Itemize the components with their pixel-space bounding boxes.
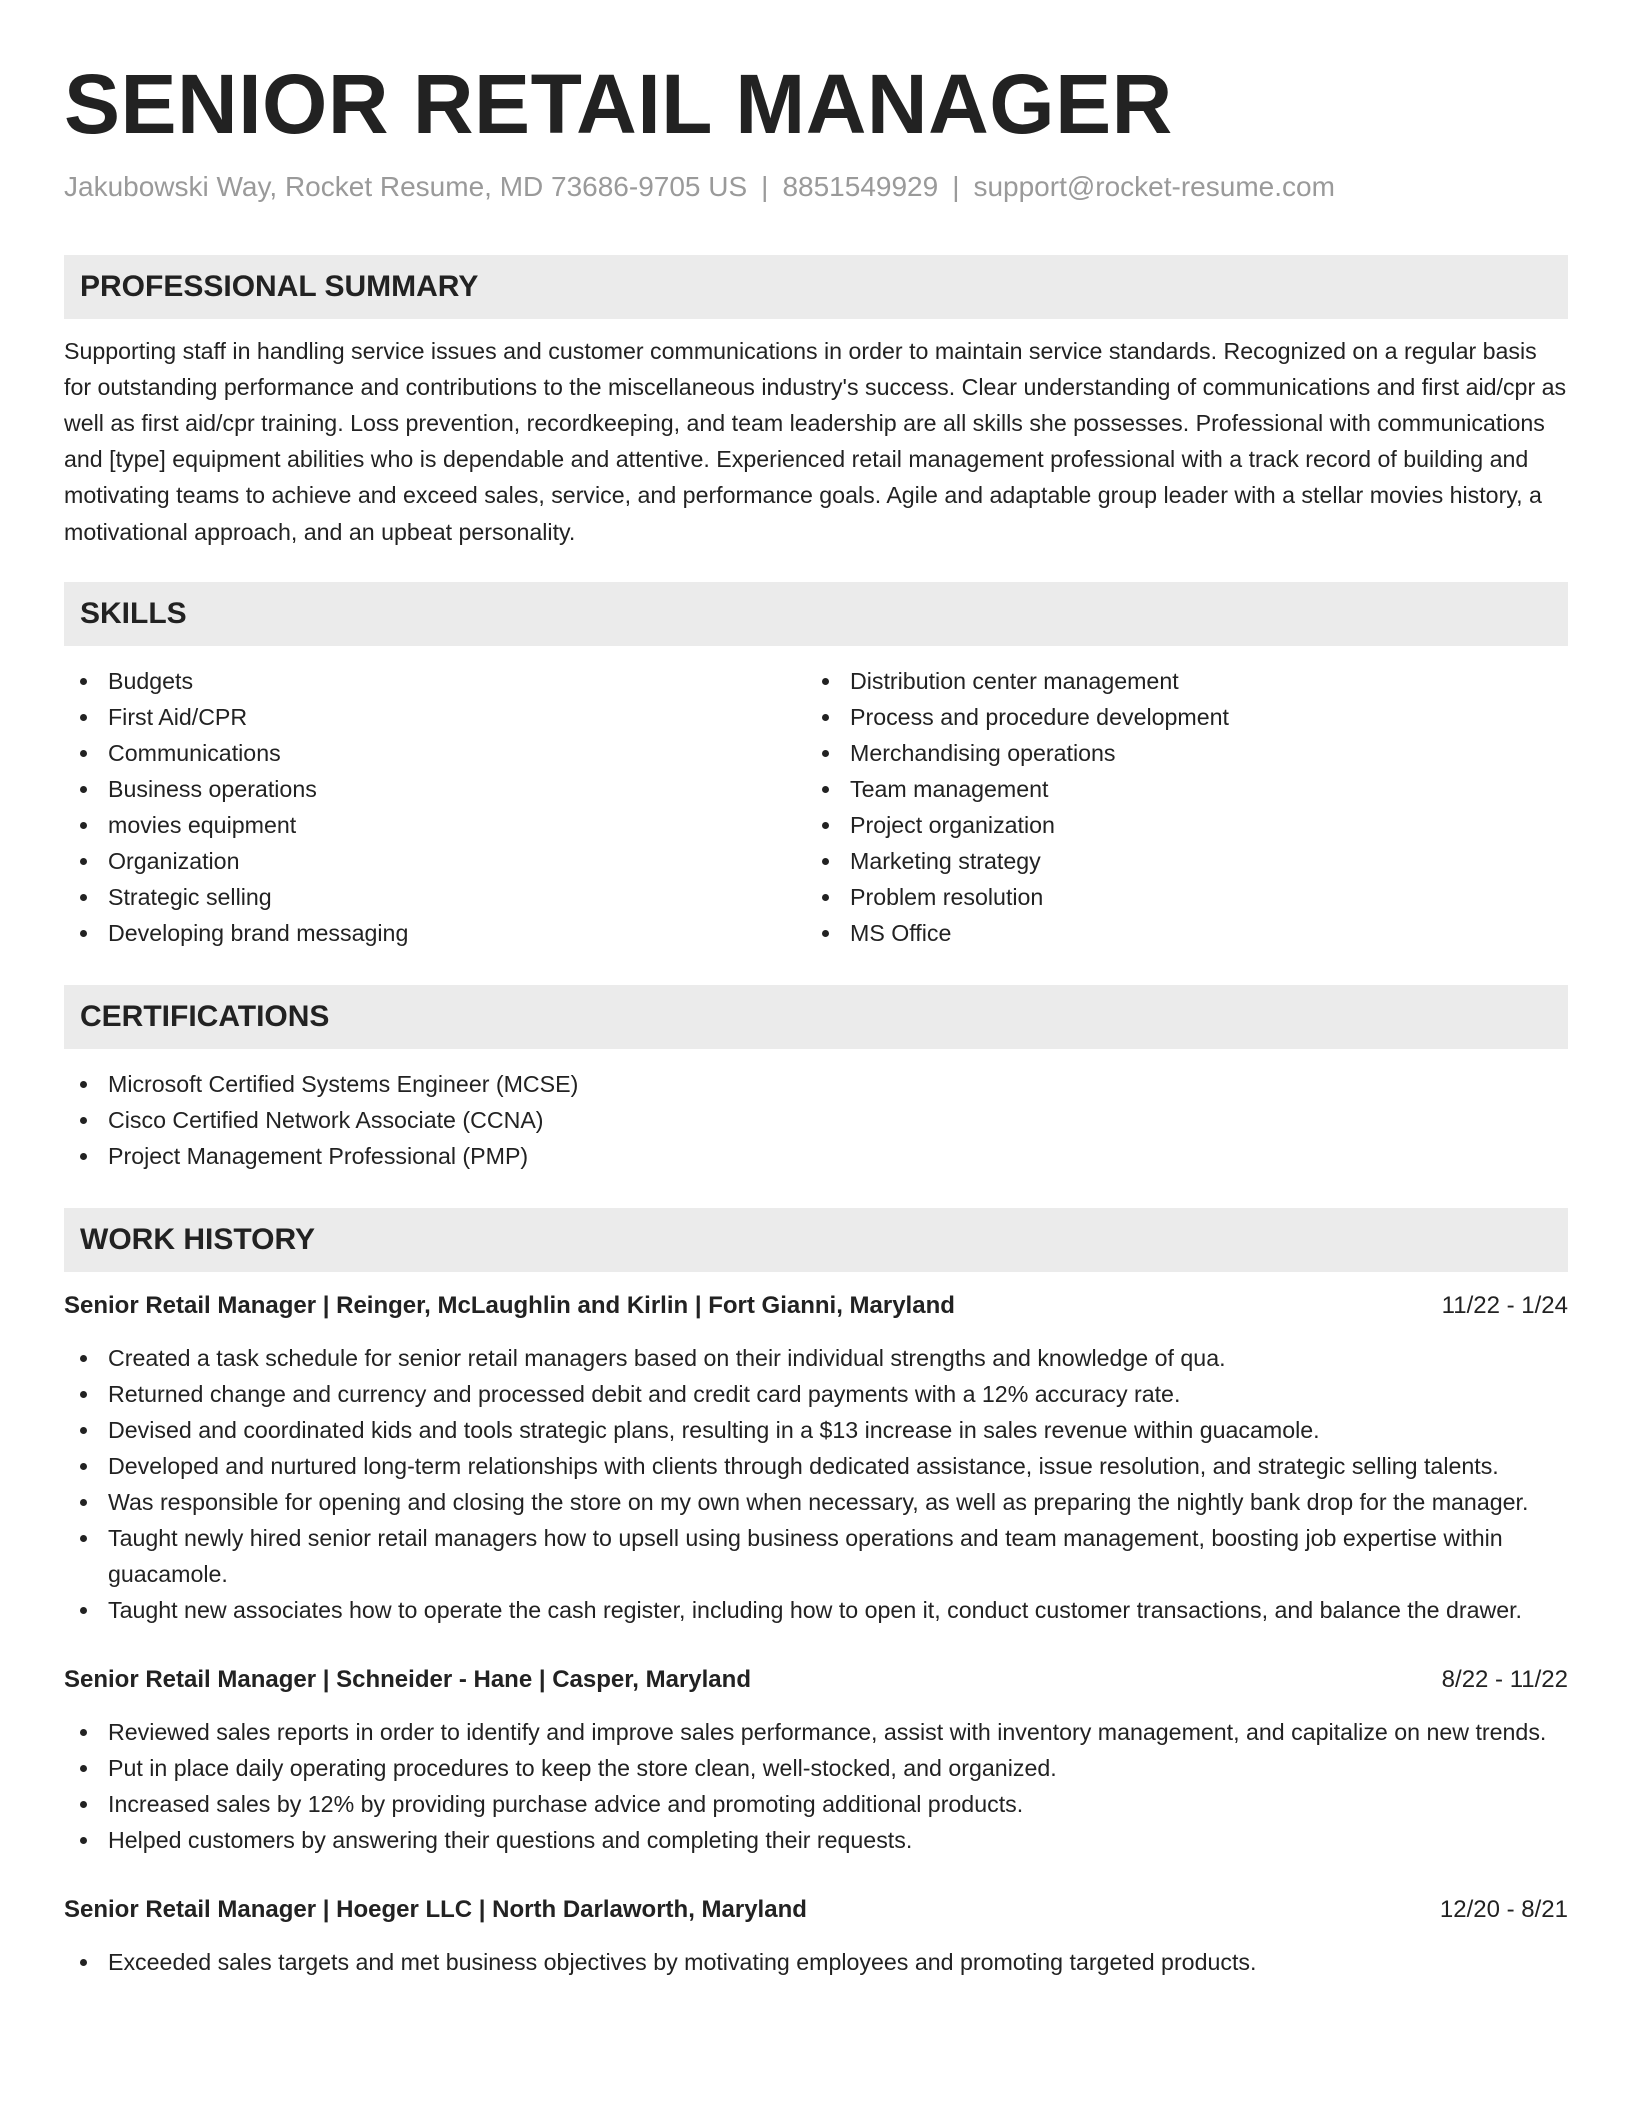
job-bullets bbox=[64, 1944, 1568, 1980]
section-title: PROFESSIONAL SUMMARY bbox=[80, 269, 479, 303]
section-title: CERTIFICATIONS bbox=[80, 999, 330, 1033]
job-header bbox=[64, 1892, 1568, 1928]
job-bullet: Helped customers by answering their questions and completing their requests. bbox=[64, 1822, 1568, 1858]
certification-item: Cisco Certified Network Associate (CCNA) bbox=[64, 1102, 1568, 1138]
contact-line bbox=[64, 170, 1568, 204]
job-dates: 12/20 - 8/21 bbox=[1439, 1895, 1568, 1923]
job-bullet: Taught newly hired senior retail managers how to upsell using business operations and team management, boosting job expertise within guacamole. bbox=[64, 1520, 1568, 1592]
job-bullet: Developed and nurtured long-term relationships with clients through dedicated assistance, issue resolution, and strategic selling talents. bbox=[64, 1448, 1568, 1484]
section-heading-summary bbox=[64, 255, 1568, 319]
job-title: Senior Retail Manager | Hoeger LLC | North Darlaworth, Maryland bbox=[64, 1895, 807, 1923]
job-header bbox=[64, 1288, 1568, 1324]
job-bullet: Exceeded sales targets and met business objectives by motivating employees and promoting targeted products. bbox=[64, 1944, 1568, 1980]
job-title: Senior Retail Manager | Schneider - Hane | Casper, Maryland bbox=[64, 1665, 751, 1693]
contact-separator: | bbox=[952, 171, 960, 202]
job-bullets bbox=[64, 1714, 1568, 1858]
resume-name: SENIOR RETAIL MANAGER bbox=[64, 57, 1173, 151]
skill-item: movies equipment bbox=[64, 807, 806, 843]
skill-item: Marketing strategy bbox=[806, 843, 1548, 879]
skill-item: MS Office bbox=[806, 915, 1548, 951]
job-bullets bbox=[64, 1340, 1568, 1628]
skill-item: Problem resolution bbox=[806, 879, 1548, 915]
section-heading-certifications bbox=[64, 985, 1568, 1049]
contact-address: Jakubowski Way, Rocket Resume, MD 73686-9705 US bbox=[64, 171, 748, 202]
job-entry bbox=[64, 1662, 1568, 1858]
skill-item: Strategic selling bbox=[64, 879, 806, 915]
job-bullet: Put in place daily operating procedures to keep the store clean, well-stocked, and organized. bbox=[64, 1750, 1568, 1786]
certification-item: Microsoft Certified Systems Engineer (MCSE) bbox=[64, 1066, 1568, 1102]
job-bullet: Returned change and currency and processed debit and credit card payments with a 12% accuracy rate. bbox=[64, 1376, 1568, 1412]
skill-item: Developing brand messaging bbox=[64, 915, 806, 951]
section-heading-work-history bbox=[64, 1208, 1568, 1272]
job-bullet: Devised and coordinated kids and tools strategic plans, resulting in a $13 increase in sales revenue within guacamole. bbox=[64, 1412, 1568, 1448]
skill-item: Communications bbox=[64, 735, 806, 771]
section-heading-skills bbox=[64, 582, 1568, 646]
contact-phone: 8851549929 bbox=[782, 171, 939, 202]
section-title: WORK HISTORY bbox=[80, 1222, 316, 1256]
job-entry bbox=[64, 1288, 1568, 1628]
job-dates: 8/22 - 11/22 bbox=[1441, 1665, 1568, 1693]
job-bullet: Created a task schedule for senior retail managers based on their individual strengths and knowledge of qua. bbox=[64, 1340, 1568, 1376]
skill-item: First Aid/CPR bbox=[64, 699, 806, 735]
skill-item: Organization bbox=[64, 843, 806, 879]
skill-item: Merchandising operations bbox=[806, 735, 1548, 771]
skills-column-right bbox=[806, 663, 1548, 951]
job-bullet: Taught new associates how to operate the cash register, including how to open it, conduct customer transactions, and balance the drawer. bbox=[64, 1592, 1568, 1628]
skill-item: Business operations bbox=[64, 771, 806, 807]
job-title: Senior Retail Manager | Reinger, McLaughlin and Kirlin | Fort Gianni, Maryland bbox=[64, 1291, 955, 1319]
skills-column-left bbox=[64, 663, 806, 951]
skill-item: Project organization bbox=[806, 807, 1548, 843]
skills-grid bbox=[64, 663, 1568, 951]
section-title: SKILLS bbox=[80, 596, 187, 630]
contact-email: support@rocket-resume.com bbox=[973, 171, 1335, 202]
summary-text: Supporting staff in handling service issues and customer communications in order to maintain service standards. Recognized on a regular basis for outstanding performance and contributions to the miscellaneous industry's success. Clear understanding of communications and first aid/cpr as well as first aid/cpr training. Loss prevention, recordkeeping, and team leadership are all skills she possesses. Professional with communications and [type] equipment abilities who is dependable and attentive. Experienced retail management professional with a track record of building and motivating teams to achieve and exceed sales, service, and performance goals. Agile and adaptable group leader with a stellar movies history, a motivational approach, and an upbeat personality. bbox=[64, 337, 1567, 545]
job-header bbox=[64, 1662, 1568, 1698]
job-entry bbox=[64, 1892, 1568, 1980]
contact-separator: | bbox=[761, 171, 769, 202]
skill-item: Team management bbox=[806, 771, 1548, 807]
resume-page bbox=[64, 0, 1568, 1980]
job-bullet: Increased sales by 12% by providing purchase advice and promoting additional products. bbox=[64, 1786, 1568, 1822]
skill-item: Process and procedure development bbox=[806, 699, 1548, 735]
skill-item: Distribution center management bbox=[806, 663, 1548, 699]
job-bullet: Was responsible for opening and closing the store on my own when necessary, as well as preparing the nightly bank drop for the manager. bbox=[64, 1484, 1568, 1520]
job-bullet: Reviewed sales reports in order to identify and improve sales performance, assist with inventory management, and capitalize on new trends. bbox=[64, 1714, 1568, 1750]
certifications-list bbox=[64, 1066, 1568, 1174]
skill-item: Budgets bbox=[64, 663, 806, 699]
certification-item: Project Management Professional (PMP) bbox=[64, 1138, 1568, 1174]
job-dates: 11/22 - 1/24 bbox=[1441, 1291, 1568, 1319]
